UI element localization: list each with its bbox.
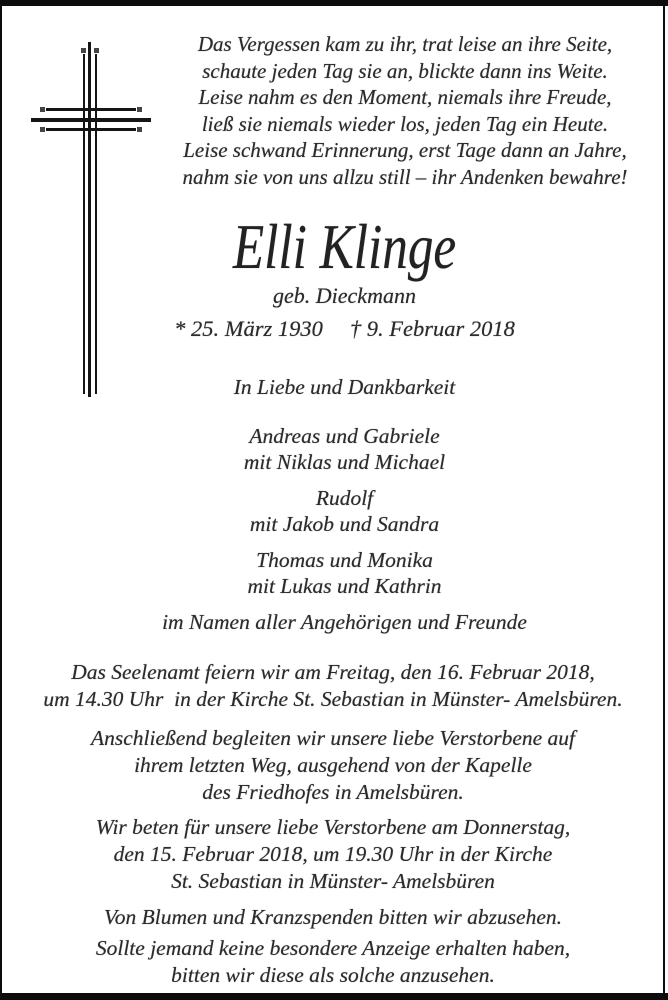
cross-end-cap [137, 107, 142, 112]
mourners-list [22, 423, 667, 635]
mourner-names: mit Jakob und Sandra [249, 512, 440, 536]
poem-line: nahm sie von uns allzu still – ihr Andenken bewahre! [182, 164, 628, 189]
memorial-poem [150, 31, 660, 190]
mourner-group [22, 547, 667, 599]
poem-line: Das Vergessen kam zu ihr, trat leise an ihre Seite, [197, 32, 613, 56]
service-line: um 14.30 Uhr in der Kirche St. Sebastian in Münster- Amelsbüren. [43, 687, 623, 711]
service-line: Wir beten für unsere liebe Verstorbene am Donnerstag, [95, 815, 571, 839]
mourner-names: Andreas und Gabriele [249, 424, 440, 448]
cross-horizontal-center-line [31, 118, 151, 122]
birth-date: * 25. März 1930 [174, 316, 323, 341]
frame-left-border [0, 0, 2, 1000]
tribute-line: In Liebe und Dankbarkeit [233, 375, 456, 399]
frame-bottom-bar [0, 993, 668, 1000]
maiden-name: geb. Dieckmann [273, 283, 416, 308]
cross-vertical-left-line [83, 54, 85, 394]
service-line: ihrem letzten Weg, ausgehend von der Kapelle [134, 753, 532, 777]
service-line: Sollte jemand keine besondere Anzeige erhalten haben, [95, 936, 571, 960]
service-paragraph-blumen [3, 904, 663, 931]
cross-end-cap [40, 127, 45, 132]
service-line: bitten wir diese als solche anzusehen. [171, 963, 495, 987]
deceased-name: Elli Klinge [232, 211, 457, 282]
service-line: Von Blumen und Kranzspenden bitten wir abzusehen. [103, 905, 563, 929]
service-line: St. Sebastian in Münster- Amelsbüren [171, 869, 495, 893]
mourner-names: Thomas und Monika [256, 548, 433, 572]
service-line: des Friedhofes in Amelsbüren. [202, 780, 464, 804]
cross-end-cap [94, 48, 99, 53]
cross-end-cap [81, 48, 86, 53]
mourner-names: mit Niklas und Michael [243, 450, 446, 474]
cross-end-cap [137, 127, 142, 132]
frame-top-bar [0, 0, 668, 6]
service-paragraph-seelenamt [3, 659, 663, 713]
mourner-names: Rudolf [315, 486, 374, 510]
cross-horizontal-top-line [46, 108, 136, 111]
mourner-group [22, 485, 667, 537]
service-paragraph-begleitung [3, 725, 663, 806]
death-date: † 9. Februar 2018 [349, 316, 515, 341]
service-line: Das Seelenamt feiern wir am Freitag, den 16. Februar 2018, [71, 660, 595, 684]
mourner-names: mit Lukas und Kathrin [247, 574, 442, 598]
service-paragraph-anzeige [3, 935, 663, 989]
mourners-closing: im Namen aller Angehörigen und Freunde [162, 610, 527, 634]
life-dates [22, 315, 667, 342]
service-line: Anschließend begleiten wir unsere liebe Verstorbene auf [90, 726, 576, 750]
cross-horizontal-bottom-line [46, 128, 136, 131]
poem-line: ließ sie niemals wieder los, jeden Tag ein Heute. [201, 111, 609, 136]
mourner-group [22, 423, 667, 475]
poem-line: Leise schwand Erinnerung, erst Tage dann an Jahre, [183, 138, 627, 162]
cross-end-cap [40, 107, 45, 112]
service-information [3, 659, 663, 989]
poem-line: schaute jeden Tag sie an, blickte dann ins Weite. [202, 58, 608, 83]
service-line: den 15. Februar 2018, um 19.30 Uhr in der Kirche [113, 842, 553, 866]
poem-line: Leise nahm es den Moment, niemals ihre Freude, [198, 85, 612, 109]
service-paragraph-gebet [3, 814, 663, 895]
